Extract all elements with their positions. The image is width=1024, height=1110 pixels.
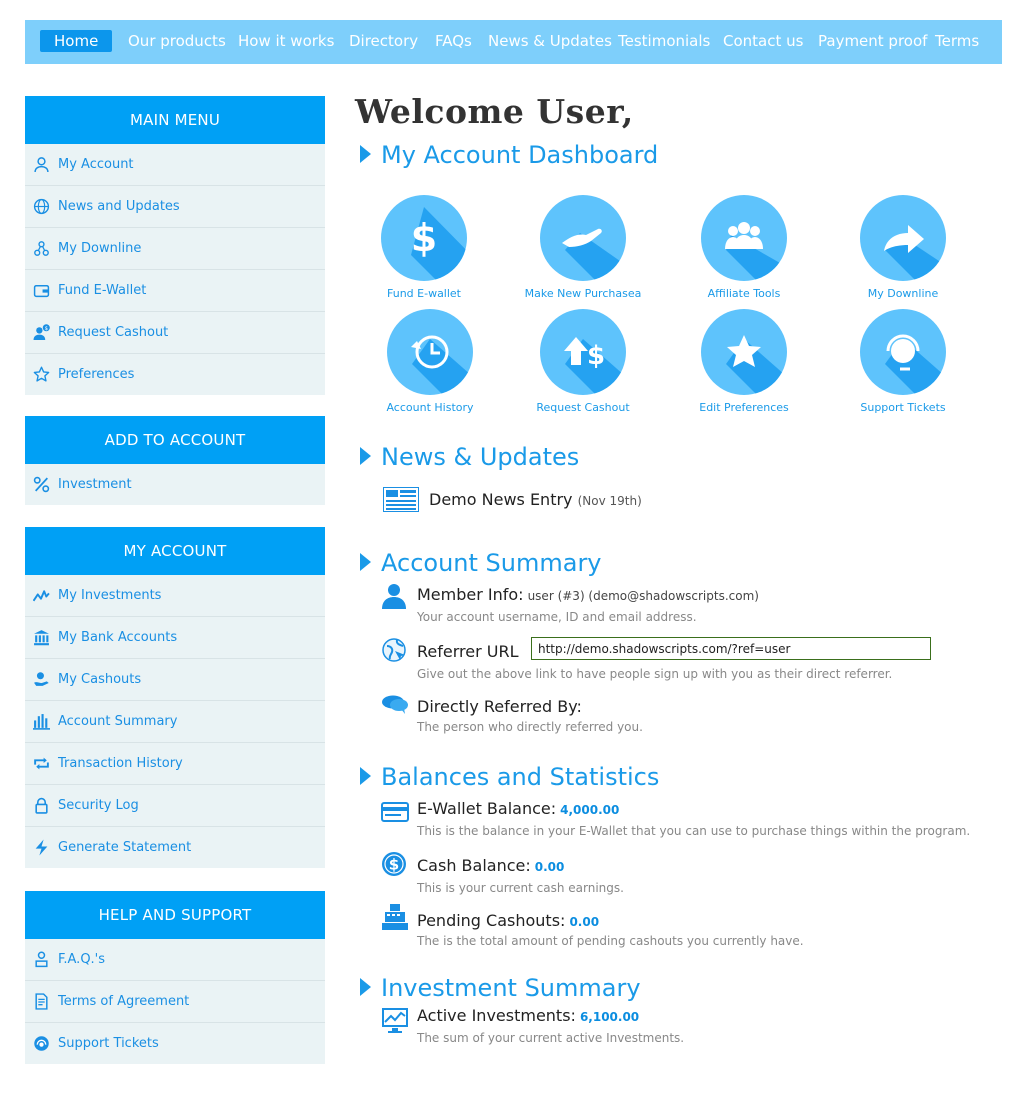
sidebar-item-label: Request Cashout [58, 325, 169, 340]
sidebar-item-label: Support Tickets [58, 1036, 159, 1051]
tile-request-cashout[interactable] [508, 309, 658, 414]
sidebar-item-label: News and Updates [58, 199, 180, 214]
active-investments [417, 1006, 639, 1025]
member-user-icon [381, 582, 409, 610]
cash-balance-description: This is your current cash earnings. [417, 881, 624, 895]
sidebar-item-my-investments[interactable] [25, 575, 325, 617]
sidebar-item-label: My Downline [58, 241, 142, 256]
section-title-text: Investment Summary [381, 974, 641, 1002]
tile-label: Support Tickets [860, 401, 946, 414]
tile-account-history[interactable] [355, 309, 505, 414]
person-desk-icon [33, 951, 50, 968]
sidebar-main-menu [25, 96, 325, 395]
hand-coin-icon [33, 671, 50, 688]
hand-icon [540, 195, 626, 281]
sidebar-item-terms-of-agreement[interactable] [25, 981, 325, 1023]
nav-faqs[interactable]: FAQs [435, 32, 472, 50]
tile-label: Make New Purchasea [524, 287, 642, 300]
sidebar-item-my-bank-accounts[interactable] [25, 617, 325, 659]
sidebar-item-label: F.A.Q.'s [58, 952, 106, 967]
share-arrow-icon [860, 195, 946, 281]
sidebar-item-label: Security Log [58, 798, 139, 813]
tile-make-new-purchase[interactable] [508, 195, 658, 300]
referrer-url-input[interactable] [531, 637, 931, 660]
globe-icon [33, 198, 50, 215]
investment-summary-section-title [360, 974, 641, 1002]
triangle-bullet-icon [360, 145, 371, 163]
newspaper-icon [383, 487, 419, 512]
chat-bubbles-icon [381, 694, 409, 716]
sidebar-item-transaction-history[interactable] [25, 743, 325, 785]
pending-cashouts-value: 0.00 [569, 915, 600, 929]
nav-home[interactable]: Home [40, 30, 112, 52]
ewallet-balance-value: 4,000.00 [560, 803, 620, 817]
section-title-text: Account Summary [381, 549, 602, 577]
pending-cashouts [417, 911, 599, 930]
group-icon [701, 195, 787, 281]
sidebar-item-my-cashouts[interactable] [25, 659, 325, 701]
tile-affiliate-tools[interactable] [669, 195, 819, 300]
my-account-heading: MY ACCOUNT [25, 527, 325, 575]
cash-balance-label: Cash Balance: [417, 856, 531, 875]
active-investments-label: Active Investments: [417, 1006, 576, 1025]
credit-card-icon [381, 801, 409, 823]
nav-testimonials[interactable]: Testimonials [618, 32, 711, 50]
main-menu-heading: MAIN MENU [25, 96, 325, 144]
balances-section-title [360, 763, 659, 791]
globe-cursor-icon [381, 637, 409, 665]
nav-news-updates[interactable]: News & Updates [488, 32, 612, 50]
lightning-icon [33, 839, 50, 856]
top-navigation [25, 20, 1002, 64]
tile-label: Request Cashout [536, 401, 630, 414]
tile-support-tickets[interactable] [828, 309, 978, 414]
star-icon [701, 309, 787, 395]
tile-my-downline[interactable] [828, 195, 978, 300]
welcome-heading: Welcome User, [355, 92, 634, 131]
active-investments-description: The sum of your current active Investments. [417, 1031, 685, 1045]
sidebar-item-label: Fund E-Wallet [58, 283, 147, 298]
nav-payment-proof[interactable]: Payment proof [818, 32, 928, 50]
member-info-description: Your account username, ID and email address. [417, 610, 697, 624]
news-entry-date: (Nov 19th) [577, 494, 642, 508]
triangle-bullet-icon [360, 767, 371, 785]
sidebar-item-label: My Investments [58, 588, 162, 603]
sidebar-add-to-account [25, 416, 325, 505]
support-agent-icon [860, 309, 946, 395]
upload-dollar-icon [540, 309, 626, 395]
section-title-text: News & Updates [381, 443, 580, 471]
account-summary-section-title [360, 549, 602, 577]
sidebar-item-account-summary[interactable] [25, 701, 325, 743]
directly-referred-description: The person who directly referred you. [417, 720, 643, 734]
news-entry[interactable] [429, 490, 642, 509]
repeat-arrows-icon [33, 755, 50, 772]
dollar-coin-icon [381, 851, 407, 877]
svg-text:$: $ [410, 216, 438, 260]
lock-icon [33, 797, 50, 814]
dollar-icon [381, 195, 467, 281]
network-icon [33, 240, 50, 257]
sidebar-item-label: My Cashouts [58, 672, 142, 687]
bank-icon [33, 629, 50, 646]
sidebar-item-label: Transaction History [58, 756, 183, 771]
star-icon [33, 366, 50, 383]
sidebar-item-my-account[interactable] [25, 144, 325, 186]
sidebar-item-label: Terms of Agreement [58, 994, 190, 1009]
triangle-bullet-icon [360, 978, 371, 996]
sidebar-item-label: My Bank Accounts [58, 630, 178, 645]
sidebar-item-news[interactable] [25, 186, 325, 228]
sidebar-item-label: Generate Statement [58, 840, 192, 855]
pending-cashouts-label: Pending Cashouts: [417, 911, 566, 930]
svg-text:$: $ [586, 341, 606, 371]
pending-cashouts-description: The is the total amount of pending cashouts you currently have. [417, 934, 804, 948]
news-section-title [360, 443, 579, 471]
nav-our-products[interactable]: Our products [128, 32, 226, 50]
nav-directory[interactable]: Directory [349, 32, 419, 50]
referrer-url-description: Give out the above link to have people sign up with you as their direct referrer. [417, 667, 893, 681]
sidebar-item-fund-ewallet[interactable] [25, 270, 325, 312]
svg-text:$: $ [44, 325, 48, 332]
sidebar-item-generate-statement[interactable] [25, 827, 325, 868]
cash-balance-value: 0.00 [534, 860, 565, 874]
sidebar-item-label: Investment [58, 477, 132, 492]
member-info-value: user (#3) (demo@shadowscripts.com) [527, 589, 759, 603]
tile-label: Account History [386, 401, 474, 414]
dashboard-section-title [360, 141, 658, 169]
sidebar-item-investment[interactable] [25, 464, 325, 505]
tile-fund-ewallet[interactable] [349, 195, 499, 300]
clock-history-icon [387, 309, 473, 395]
svg-text:$: $ [388, 855, 400, 874]
triangle-bullet-icon [360, 553, 371, 571]
active-investments-value: 6,100.00 [579, 1010, 640, 1024]
nav-how-it-works[interactable]: How it works [238, 32, 335, 50]
tile-label: Affiliate Tools [707, 287, 781, 300]
sidebar-item-preferences[interactable] [25, 354, 325, 395]
sidebar-my-account [25, 527, 325, 868]
monitor-chart-icon [381, 1007, 409, 1035]
bar-chart-icon [33, 713, 50, 730]
user-icon [33, 156, 50, 173]
user-dollar-icon [33, 324, 50, 341]
sidebar-item-label: Account Summary [58, 714, 178, 729]
wallet-icon [33, 282, 50, 299]
tile-label: Edit Preferences [699, 401, 789, 414]
tile-edit-preferences[interactable] [669, 309, 819, 414]
tile-label: My Downline [867, 287, 939, 300]
sidebar-item-my-downline[interactable] [25, 228, 325, 270]
trend-line-icon [33, 587, 50, 604]
add-to-account-heading: ADD TO ACCOUNT [25, 416, 325, 464]
nav-terms[interactable]: Terms [935, 32, 980, 50]
news-entry-title[interactable]: Demo News Entry [429, 490, 573, 509]
section-title-text: My Account Dashboard [381, 141, 659, 169]
ewallet-balance-label: E-Wallet Balance: [417, 799, 557, 818]
sidebar-item-security-log[interactable] [25, 785, 325, 827]
cash-register-icon [381, 903, 409, 931]
percent-icon [33, 476, 50, 493]
referrer-url-label: Referrer URL [417, 642, 519, 661]
headset-icon [33, 1035, 50, 1052]
member-info [417, 585, 759, 604]
cash-balance [417, 856, 564, 875]
directly-referred-label: Directly Referred By: [417, 697, 582, 716]
tile-label: Fund E-wallet [387, 287, 461, 300]
sidebar-item-label: Preferences [58, 367, 135, 382]
nav-contact-us[interactable]: Contact us [723, 32, 804, 50]
sidebar-item-faqs[interactable] [25, 939, 325, 981]
sidebar-item-label: My Account [58, 157, 134, 172]
member-info-label: Member Info: [417, 585, 524, 604]
sidebar-item-request-cashout[interactable] [25, 312, 325, 354]
ewallet-balance-description: This is the balance in your E-Wallet that you can use to purchase things within the program. [417, 824, 971, 838]
sidebar-item-support-tickets[interactable] [25, 1023, 325, 1064]
triangle-bullet-icon [360, 447, 371, 465]
document-icon [33, 993, 50, 1010]
section-title-text: Balances and Statistics [381, 763, 660, 791]
ewallet-balance [417, 799, 619, 818]
help-support-heading: HELP AND SUPPORT [25, 891, 325, 939]
sidebar-help-support [25, 891, 325, 1064]
